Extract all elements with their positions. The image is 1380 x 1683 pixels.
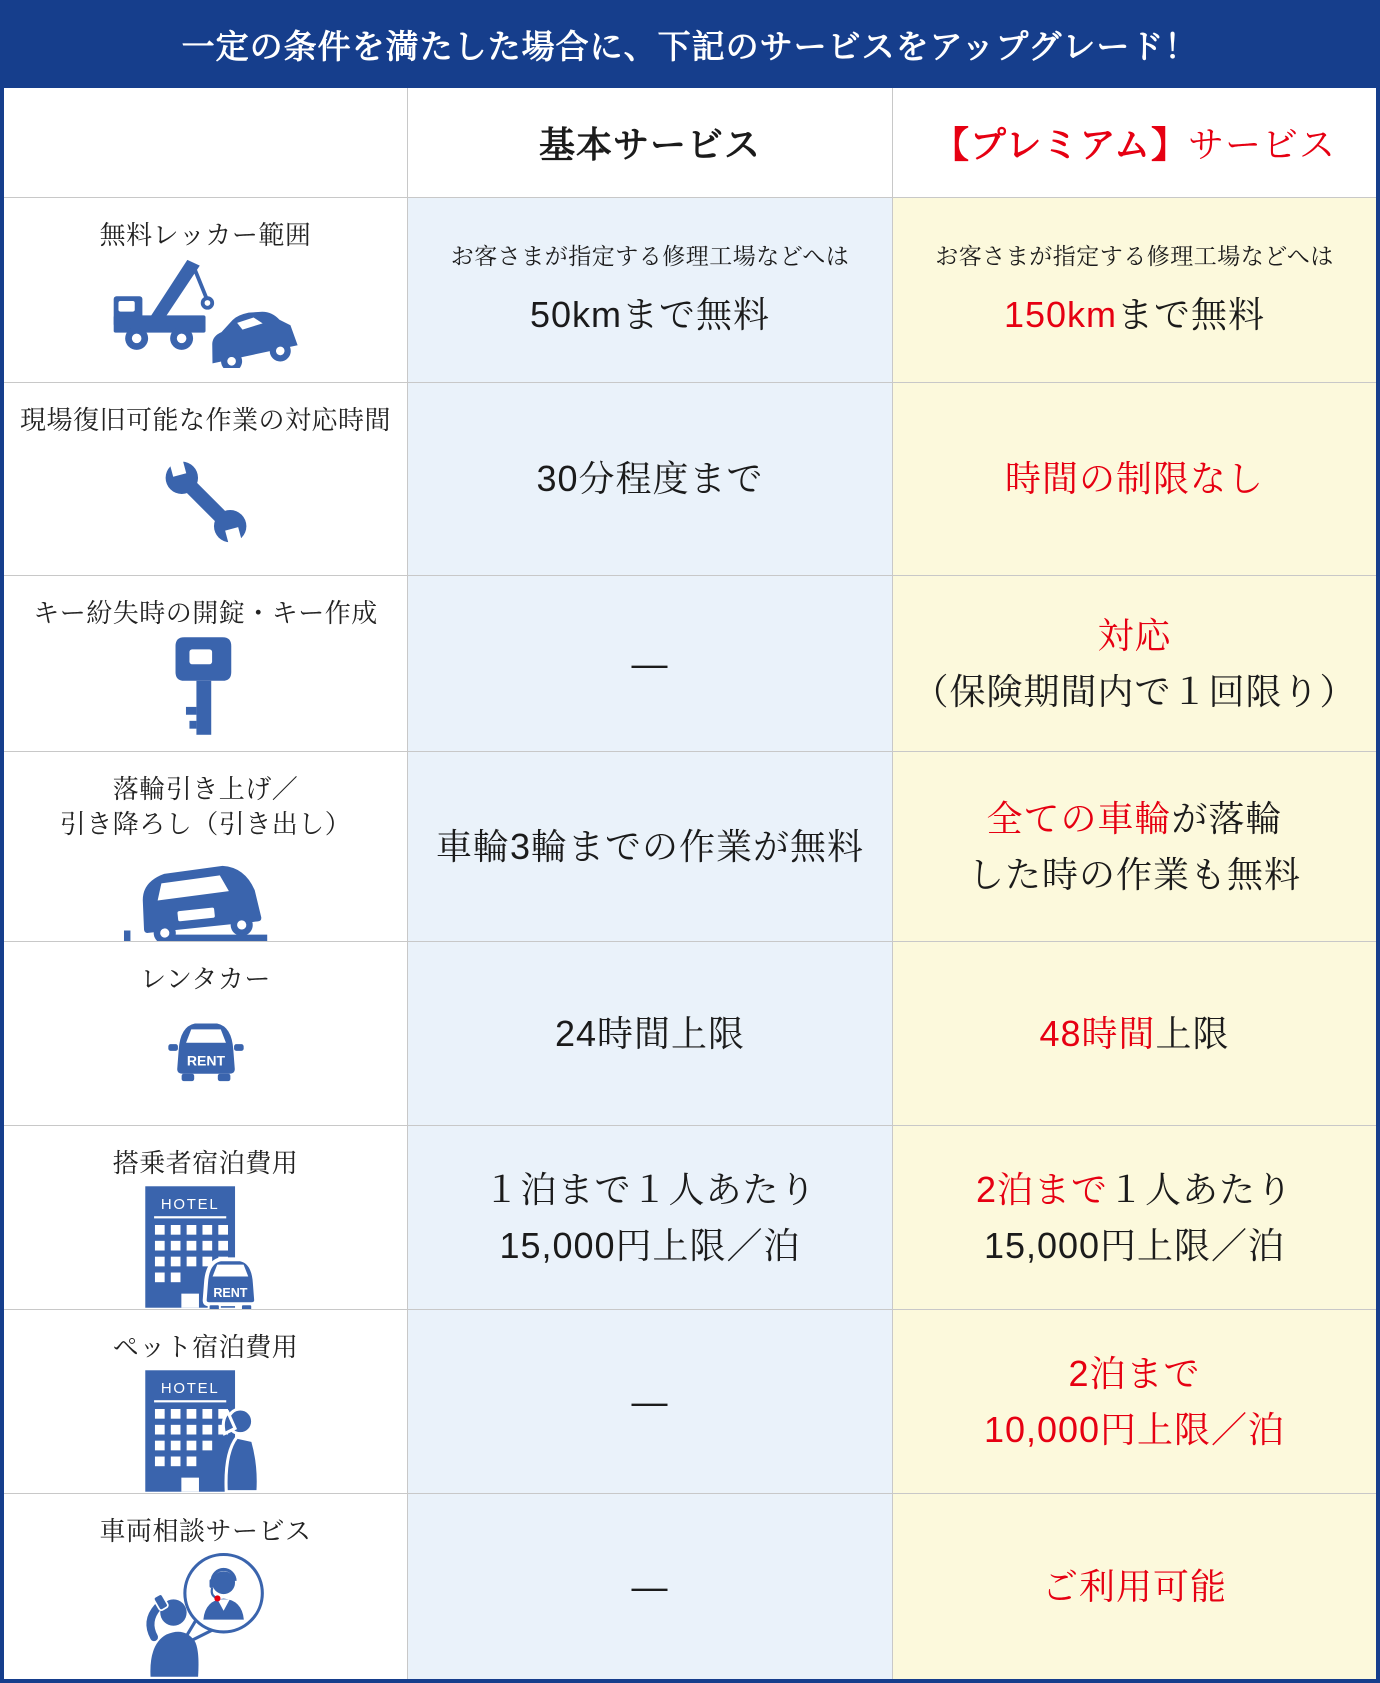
car-in-ditch-icon <box>118 842 293 941</box>
service-label-cell <box>4 941 407 1125</box>
premium-value-cell: 全ての車輪が落輪 した時の作業も無料 <box>892 751 1376 941</box>
service-label: 落輪引き上げ／ <box>112 774 299 804</box>
banner <box>0 0 1380 88</box>
premium-value: 48時間上限 <box>1039 1012 1230 1054</box>
header-basic-cell <box>407 88 892 197</box>
table-row <box>4 1125 1376 1309</box>
service-label-cell <box>4 197 407 382</box>
premium-value: 2泊まで１人あたり <box>975 1168 1294 1210</box>
premium-value: 対応 <box>1097 614 1172 656</box>
basic-value-cell <box>407 382 892 575</box>
premium-value: 全ての車輪が落輪 <box>986 797 1283 839</box>
table-row <box>4 751 1376 941</box>
service-label-cell <box>4 575 407 751</box>
rent-icon-text: RENT <box>212 1286 247 1301</box>
premium-value-cell: 対応 （保険期間内で１回限り） <box>892 575 1376 751</box>
basic-value: １泊まで１人あたり <box>483 1168 817 1210</box>
basic-value-cell <box>407 941 892 1125</box>
table-row <box>4 382 1376 575</box>
basic-value: 車輪3輪までの作業が無料 <box>435 825 865 867</box>
banner-text: 一定の条件を満たした場合に、下記のサービスをアップグレード！ <box>181 27 1199 65</box>
basic-value-cell: １泊まで１人あたり 15,000円上限／泊 <box>407 1125 892 1309</box>
basic-value: 24時間上限 <box>554 1012 746 1054</box>
consultation-icon <box>140 1549 272 1677</box>
wrench-icon <box>152 448 260 556</box>
premium-value-cell: 2泊まで１人あたり 15,000円上限／泊 <box>892 1125 1376 1309</box>
basic-value-cell <box>407 1493 892 1679</box>
header-premium-cell <box>892 88 1376 197</box>
premium-value: 2泊まで <box>1068 1352 1201 1394</box>
table-row <box>4 941 1376 1125</box>
hotel-icon-text: HOTEL <box>160 1196 219 1214</box>
basic-note: お客さまが指定する修理工場などへは <box>450 242 850 269</box>
premium-value-cell <box>892 197 1376 382</box>
comparison-table <box>0 88 1380 1683</box>
rent-icon-text: RENT <box>186 1052 225 1069</box>
service-label-cell <box>4 1493 407 1679</box>
premium-value-cell: 2泊まで 10,000円上限／泊 <box>892 1309 1376 1493</box>
table-row <box>4 1309 1376 1493</box>
basic-value-cell <box>407 197 892 382</box>
service-label: 車両相談サービス <box>99 1516 312 1546</box>
premium-value: ご利用可能 <box>1041 1565 1227 1607</box>
basic-value: — <box>631 1565 669 1607</box>
basic-value: 30分程度まで <box>536 458 764 500</box>
premium-value-cell <box>892 1493 1376 1679</box>
premium-value: 時間の制限なし <box>1004 458 1264 500</box>
service-label: ペット宿泊費用 <box>112 1332 299 1362</box>
premium-column-title: 【プレミアム】サービス <box>932 124 1337 165</box>
basic-value-cell <box>407 751 892 941</box>
table-row <box>4 1493 1376 1679</box>
tow-truck-icon <box>106 258 306 368</box>
pet-hotel-icon <box>131 1365 281 1493</box>
premium-value-cell <box>892 941 1376 1125</box>
basic-value: — <box>631 642 669 684</box>
service-label-cell <box>4 1125 407 1309</box>
basic-value: 50kmまで無料 <box>529 293 771 335</box>
header-empty-cell <box>4 88 407 197</box>
rental-car-icon <box>158 1014 254 1098</box>
basic-value-cell <box>407 1309 892 1493</box>
service-label: キー紛失時の開錠・キー作成 <box>33 598 378 628</box>
service-label: レンタカー <box>140 964 271 994</box>
service-label-cell: 落輪引き上げ／ 引き降ろし（引き出し） <box>4 751 407 941</box>
key-icon <box>158 632 254 740</box>
premium-value: 150kmまで無料 <box>1003 293 1266 335</box>
table-row <box>4 197 1376 382</box>
service-label: 現場復旧可能な作業の対応時間 <box>19 405 391 435</box>
premium-value-cell <box>892 382 1376 575</box>
service-label-cell <box>4 1309 407 1493</box>
hotel-icon-text: HOTEL <box>160 1380 219 1398</box>
basic-column-title: 基本サービス <box>538 124 761 165</box>
header-row <box>4 88 1376 197</box>
service-label: 搭乗者宿泊費用 <box>112 1148 299 1178</box>
hotel-rent-car-icon <box>131 1181 281 1309</box>
premium-note: お客さまが指定する修理工場などへは <box>935 242 1334 269</box>
basic-value-cell <box>407 575 892 751</box>
service-label-cell <box>4 382 407 575</box>
basic-value: — <box>631 1380 669 1422</box>
service-label: 無料レッカー範囲 <box>99 220 312 250</box>
table-row <box>4 575 1376 751</box>
